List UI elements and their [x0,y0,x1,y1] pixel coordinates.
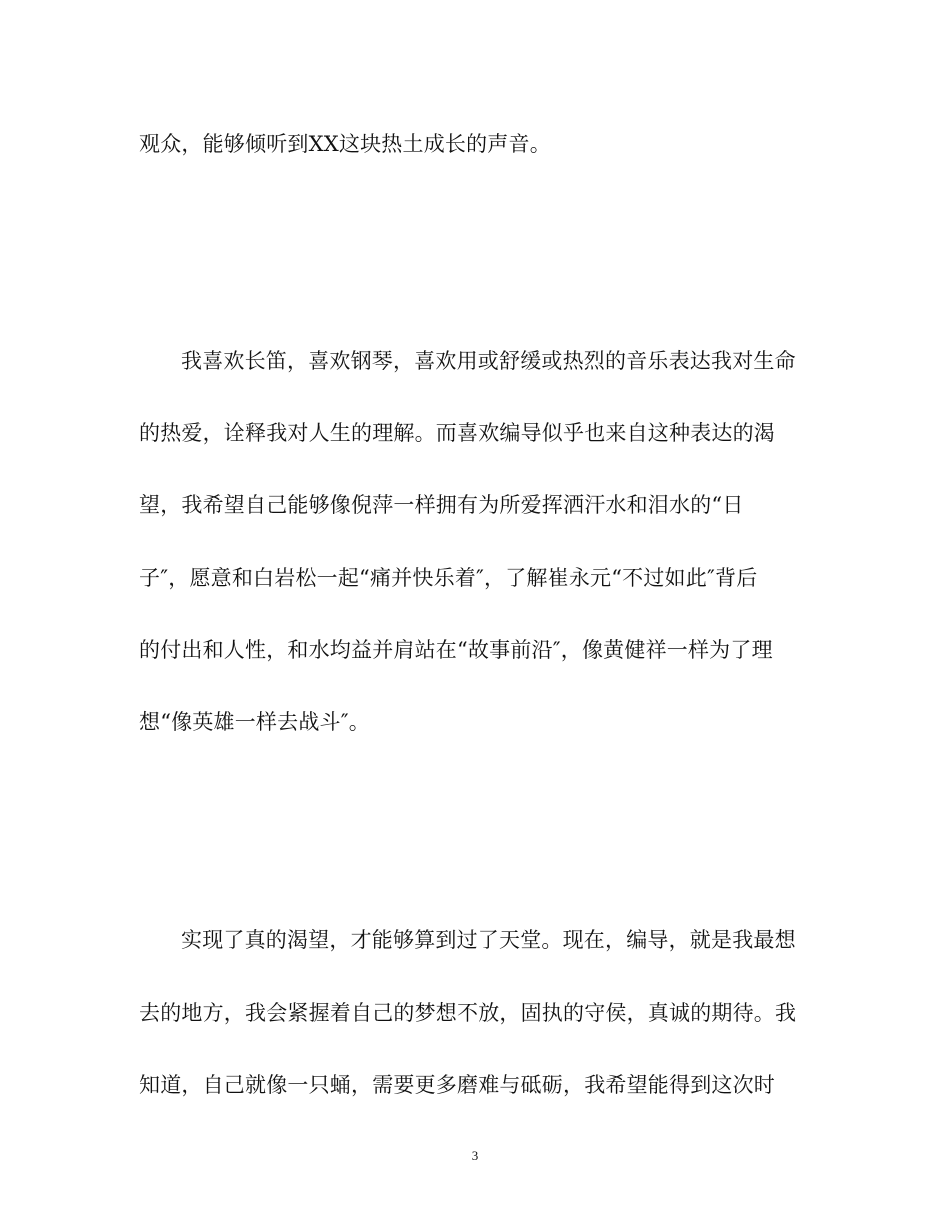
paragraph-3-line-2: 去的地方，我会紧握着自己的梦想不放，固执的守侯，真诚的期待。我 [139,1001,797,1025]
paragraph-2-line-2: 的热爱，诠释我对人生的理解。而喜欢编导似乎也来自这种表达的渴 [139,421,775,445]
paragraph-3-line-3: 知道，自己就像一只蛹，需要更多磨难与砥砺，我希望能得到这次时 [139,1073,775,1097]
paragraph-2-line-3: 望，我希望自己能够像倪萍一样拥有为所爱挥洒汗水和泪水的“日 [139,493,744,517]
paragraph-2-line-5: 的付出和人性，和水均益并肩站在“故事前沿″，像黄健祥一样为了理 [139,638,773,662]
paragraph-1-line-1: 观众，能够倾听到XX这块热土成长的声音。 [139,132,551,156]
paragraph-3-line-1: 实现了真的渴望，才能够算到过了天堂。现在，编导，就是我最想 [181,928,796,952]
paragraph-2-line-6: 想“像英雄一样去战斗″。 [139,710,370,734]
paragraph-2-line-4: 子″，愿意和白岩松一起“痛并快乐着″，了解崔永元“不过如此″背后 [139,566,758,590]
paragraph-2-line-1: 我喜欢长笛，喜欢钢琴，喜欢用或舒缓或热烈的音乐表达我对生命 [181,349,796,373]
page-number: 3 [471,1148,479,1163]
